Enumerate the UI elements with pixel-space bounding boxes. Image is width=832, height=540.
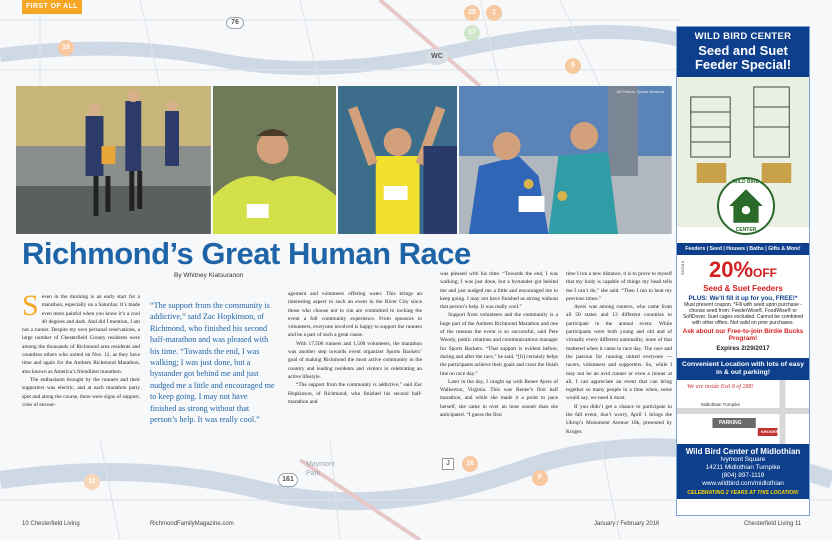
photo-runners-street <box>16 86 211 234</box>
paragraph: With 17,500 runners and 1,500 volunteers, the marathon was another step towards event organizer Sports Backers’ goal of making Richmond the most active community in the country and leading residents and visitors in celebrating an active lifestyle. <box>288 340 422 380</box>
map-marker-17: 17 <box>464 25 480 41</box>
ad-brand: WILD BIRD CENTER <box>694 31 792 42</box>
store-plaza: Ivymont Square <box>720 456 766 464</box>
logo-text-top: WILD BIRD <box>732 179 760 185</box>
paragraph: agement and volunteers offering water. This brings an interesting aspect to such an event in the River City since those who choose not to run are committed to rocking the event a full community experience. From sponsors to volunteers, everyone involved is happy to support the runners and be a part of such a great cause. <box>288 291 422 339</box>
ad-categories: Feeders | Seed | Houses | Baths | Gifts & More! <box>677 243 809 255</box>
route-161-marker: 161 <box>278 473 298 487</box>
coupon-percent: 20% <box>708 257 754 282</box>
map-marker-5: 5 <box>565 58 581 74</box>
coupon-code: SS2016 <box>680 261 685 276</box>
map-marker-11: 11 <box>84 474 100 490</box>
ad-store-info <box>677 444 809 499</box>
map-marker-1: 1 <box>486 5 502 21</box>
article-column-1 <box>22 289 140 409</box>
map-marker-16: 16 <box>462 456 478 472</box>
page-number-right: 11 <box>795 521 802 527</box>
pull-quote: “The support from the community is addictive,” said Zac Hopkinson, of Richmond, who finished his second half-marathon and was pleased with his time. “Towards the end, I was walking; I was just done, but a bystander got behind me and just nudged me a little and encouraged me to keep going. I may not have finished as strong without that person’s help. It was really cool.” <box>150 301 275 425</box>
photo-runner-yellow <box>213 86 336 234</box>
ad-convenient-location: Convenient Location with lots of easy in & out parking! <box>677 358 809 380</box>
coupon-fine-print: Must present coupon. *Fill with seed upon purchase - choose seed from: FeederWise®, FoodWise® or SoftDover. Suet cages excluded. Cannot be combined with other offers. Not valid on prior purchases. <box>682 302 804 326</box>
footer-left <box>22 521 80 527</box>
maymont-park-label: Maymont Park <box>306 461 335 477</box>
paragraph: If you didn’t get a chance to participate in the fall event, don’t worry, April 1 brings the Ukrop’s Monument Avenue 10k, presented by Kroger. <box>566 403 672 435</box>
publication-name-right: Chesterfield Living <box>744 521 794 527</box>
logo-text-bottom: CENTER <box>735 227 757 233</box>
paragraph: The enthusiasm brought by the runners and their supporters was electric, and at each marathon party spot and along the course, there were signs of support, cries of encour- <box>22 376 140 408</box>
ad-location-map <box>677 380 809 444</box>
ad-product-photo <box>677 77 809 233</box>
store-address: 14211 Midlothian Turnpike <box>705 464 781 472</box>
coupon-ask: Ask about our Free-to-join Birdie Bucks Program! <box>682 328 804 343</box>
footer-url: RichmondFamilyMagazine.com <box>150 521 234 527</box>
footer-date: January / February 2016 <box>594 521 660 527</box>
drop-cap: S <box>22 289 39 322</box>
publication-name-left: Chesterfield Living <box>30 521 80 527</box>
ad-header <box>677 27 809 77</box>
ad-coupon <box>677 255 809 354</box>
map-road: Midlothian Turnpike <box>701 402 741 408</box>
section-tag: FIRST OF ALL <box>22 0 82 14</box>
map-parking: PARKING <box>719 420 742 427</box>
map-marker-25: 25 <box>464 5 480 21</box>
store-website: www.wildbird.com/midlothian <box>702 480 784 488</box>
paragraph: Later in the day, I caught up with Renee Ayers of Walkerton, Virginia. This was Renee’s first half marathon, and while she made it a point to pace herself, she came in over an hour sooner than she anticipated. “I guess the first <box>440 378 558 419</box>
article-column-3 <box>440 270 558 419</box>
paragraph: was pleased with his time. “Towards the end, I was walking; I was just done, but a bystander got behind me and just nudged me a little and encouraged me to keep going. I may not have finished as strong without that person’s help. It was really cool.” <box>440 271 558 311</box>
wc-marker: WC <box>426 49 448 65</box>
photo-strip <box>16 86 672 234</box>
wild-bird-center-ad <box>676 26 810 516</box>
store-name: Wild Bird Center of Midlothian <box>685 447 801 457</box>
coupon-expires: Expires 2/29/2017 <box>716 344 770 352</box>
bird-house-icon <box>719 185 773 227</box>
map-marker-j: J <box>442 458 454 470</box>
coupon-discount <box>681 259 805 284</box>
paragraph: Support from volunteers and the community is a huge part of the Anthem Richmond Marathon and one of the reasons the event is so successful, said Pete Woody, public relations and communications manager for Sports Backers. “That support is evident before, during and after the race,” he said. “[It] certainly helps the participants achieve their goals and cross the finish line on race day.” <box>440 312 558 377</box>
page-number-left: 10 <box>22 521 29 527</box>
photo-finishers-medals <box>459 86 672 234</box>
article-headline: Richmond’s Great Human Race <box>22 236 471 271</box>
coupon-plus: PLUS: We’ll fill it up for you, FREE!* <box>688 295 798 302</box>
wild-bird-logo <box>717 177 775 235</box>
route-76-marker: 76 <box>226 17 244 29</box>
map-marker-f: F <box>532 470 548 486</box>
map-marker-10: 10 <box>58 40 74 56</box>
store-celebrate: CELEBRATING 2 YEARS AT THIS LOCATION! <box>687 490 799 497</box>
ad-headline: Seed and Suet Feeder Special! <box>694 43 792 72</box>
paragraph: Ayers was among runners, who came from all 50 states and 13 different countries to participate in the annual event. While participants were both young and old and of virtually every different nationality, none of that mattered when it came to race day. The race and the passion for running united everyone — racers, volunteers and supporters. So, while I may not be an avid runner or even a runner at all, I can appreciate an event that can bring together so many people in a time when, some would say, we need it most. <box>566 304 672 402</box>
paragraph: “The support from the community is addictive,” said Zac Hopkinson, of Richmond, who finished his second half-marathon and <box>288 382 422 405</box>
map-note: We are inside Exit 8 of 288! <box>687 384 754 391</box>
coupon-offer: Seed & Suet Feeders <box>703 284 783 293</box>
photo-runner-cheering <box>338 86 457 234</box>
article-column-2 <box>288 290 422 406</box>
article-byline: By Whitney Kiatsuranon <box>174 272 244 279</box>
paragraph: even in the morning is an early start for a marathon, especially on a Saturday. It’s made even more painful when you know it’s a cool 40 degrees and dark. And did I mention, I am not a runner. Despite my own personal reservations, a large number of Chesterfield County residents were among the thousands of Richmond area residents and countless others who united on Nov. 12, as they have time and again for the Anthem Richmond Marathon, also known as America’s friendliest marathon. <box>22 294 140 375</box>
photo-credit: All Photos: Sports Backers <box>616 89 664 94</box>
map-kroger: KROGER <box>761 429 779 435</box>
coupon-off: OFF <box>753 266 778 280</box>
paragraph: time I run a new distance, it is to prove to myself that my body is capable of things my head tells me I can’t do,” she said. “Then I run to beat my previous times.” <box>566 271 672 302</box>
article-column-4 <box>566 270 672 436</box>
footer-right <box>744 521 801 527</box>
store-phone: (804) 897-1119 <box>721 472 765 480</box>
